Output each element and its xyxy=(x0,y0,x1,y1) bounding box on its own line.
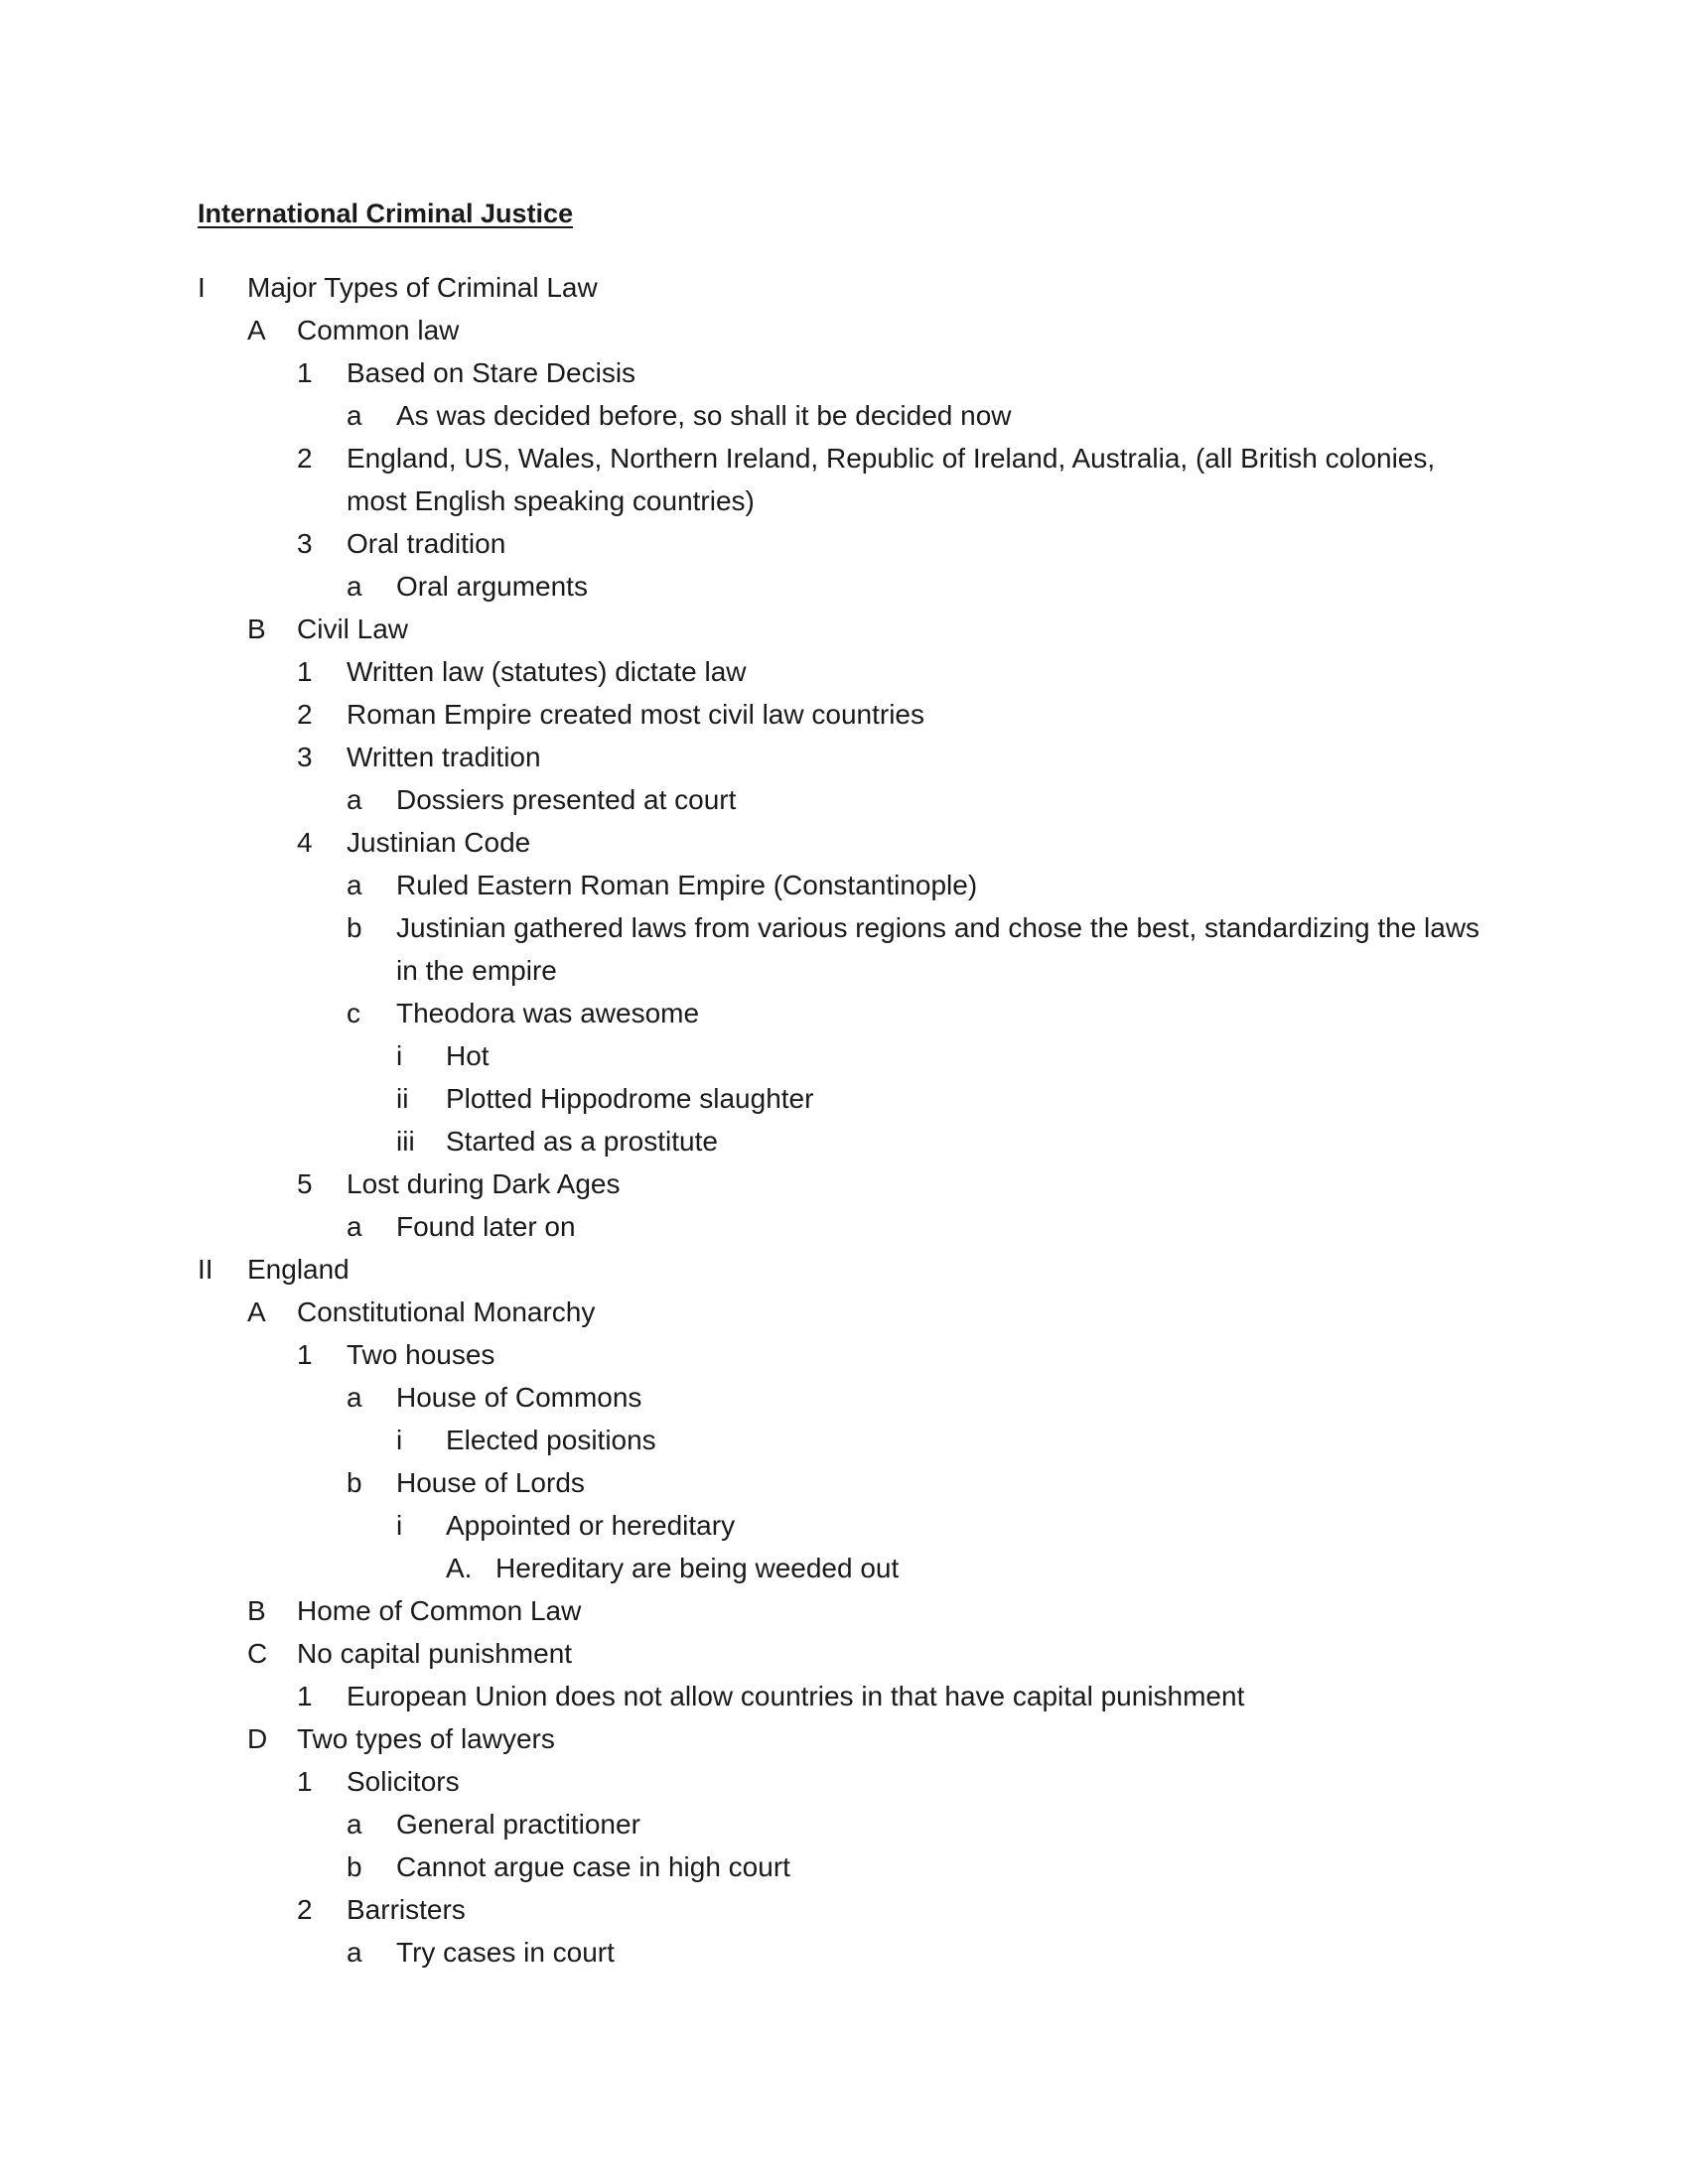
outline-text: Two types of lawyers xyxy=(297,1723,555,1754)
outline-text: Civil Law xyxy=(297,614,409,644)
outline-marker: 2 xyxy=(297,443,313,474)
outline-text: Based on Stare Decisis xyxy=(347,357,636,388)
outline-text: Elected positions xyxy=(446,1425,656,1455)
outline-marker: D xyxy=(247,1723,268,1754)
outline-text: Ruled Eastern Roman Empire (Constantinople) xyxy=(396,870,978,900)
outline-item xyxy=(0,1504,1688,1547)
outline-item xyxy=(0,1077,1688,1120)
outline-marker: a xyxy=(347,1937,362,1968)
outline-text: Justinian gathered laws from various regions and chose the best, standardizing the laws in the empire xyxy=(396,912,1480,986)
outline-marker: 3 xyxy=(297,742,313,772)
outline-item xyxy=(0,906,1688,992)
outline-text: European Union does not allow countries in that have capital punishment xyxy=(347,1681,1245,1711)
outline-text: Constitutional Monarchy xyxy=(297,1297,596,1327)
outline-marker: 1 xyxy=(297,656,313,687)
outline-item xyxy=(0,1376,1688,1419)
outline-item xyxy=(0,1717,1688,1760)
outline-text: Started as a prostitute xyxy=(446,1126,718,1157)
outline-text: General practitioner xyxy=(396,1809,640,1840)
outline-marker: A xyxy=(247,1297,266,1327)
outline-marker: 1 xyxy=(297,1766,313,1797)
outline-text: Theodora was awesome xyxy=(396,998,700,1028)
outline-text: Major Types of Criminal Law xyxy=(247,272,598,303)
outline-text: Cannot argue case in high court xyxy=(396,1851,790,1882)
outline-item xyxy=(0,821,1688,864)
outline-marker: iii xyxy=(396,1126,415,1157)
outline-text: No capital punishment xyxy=(297,1638,573,1669)
outline-text: Two houses xyxy=(347,1339,495,1370)
outline-item xyxy=(0,1589,1688,1632)
outline-item xyxy=(0,1931,1688,1974)
outline-item xyxy=(0,1888,1688,1931)
outline-text: Appointed or hereditary xyxy=(446,1510,736,1541)
outline-marker: C xyxy=(247,1638,268,1669)
outline-item xyxy=(0,992,1688,1034)
outline-item xyxy=(0,736,1688,778)
outline-marker: 1 xyxy=(297,1339,313,1370)
outline-item xyxy=(0,1461,1688,1504)
outline-marker: 2 xyxy=(297,699,313,730)
outline-marker: A xyxy=(247,315,266,345)
outline-item xyxy=(0,1632,1688,1675)
outline-item xyxy=(0,1845,1688,1888)
outline-text: Roman Empire created most civil law countries xyxy=(347,699,924,730)
outline-text: House of Commons xyxy=(396,1382,642,1413)
outline-marker: i xyxy=(396,1040,403,1071)
outline-item xyxy=(0,394,1688,437)
outline-item xyxy=(0,1034,1688,1077)
outline-item xyxy=(0,1248,1688,1291)
outline-item xyxy=(0,351,1688,394)
outline-item xyxy=(0,864,1688,906)
outline-marker: 4 xyxy=(297,827,313,858)
outline-item xyxy=(0,1419,1688,1461)
outline-item xyxy=(0,437,1688,522)
outline-marker: B xyxy=(247,1595,266,1626)
outline-text: Dossiers presented at court xyxy=(396,784,737,815)
outline-marker: B xyxy=(247,614,266,644)
outline-marker: 3 xyxy=(297,528,313,559)
outline-marker: 2 xyxy=(297,1894,313,1925)
outline-text: Oral tradition xyxy=(347,528,506,559)
outline-item xyxy=(0,1760,1688,1803)
outline-text: Justinian Code xyxy=(347,827,531,858)
outline-marker: a xyxy=(347,571,362,602)
outline-text: Found later on xyxy=(396,1211,576,1242)
outline-text: Barristers xyxy=(347,1894,466,1925)
outline-item xyxy=(0,1675,1688,1717)
outline-text: Hot xyxy=(446,1040,490,1071)
outline-marker: b xyxy=(347,1851,362,1882)
outline-text: England xyxy=(247,1254,350,1285)
outline-marker: b xyxy=(347,1467,362,1498)
outline-text: England, US, Wales, Northern Ireland, Republic of Ireland, Australia, (all British colonies, most English speaking countries) xyxy=(347,443,1436,516)
outline-marker: II xyxy=(198,1254,213,1285)
outline-item xyxy=(0,650,1688,693)
outline-item xyxy=(0,693,1688,736)
outline-marker: a xyxy=(347,784,362,815)
outline-marker: a xyxy=(347,1211,362,1242)
outline-item xyxy=(0,778,1688,821)
outline-item xyxy=(0,522,1688,565)
outline-marker: a xyxy=(347,1382,362,1413)
outline-marker: a xyxy=(347,1809,362,1840)
outline-text: Oral arguments xyxy=(396,571,588,602)
outline-item xyxy=(0,1803,1688,1845)
outline-marker: i xyxy=(396,1510,403,1541)
outline-text: Common law xyxy=(297,315,460,345)
outline-text: Written tradition xyxy=(347,742,541,772)
outline-item xyxy=(0,1547,1688,1589)
outline-marker: A. xyxy=(446,1553,473,1583)
outline-marker: 5 xyxy=(297,1168,313,1199)
outline-text: Solicitors xyxy=(347,1766,460,1797)
outline-marker: 1 xyxy=(297,1681,313,1711)
outline-marker: b xyxy=(347,912,362,943)
outline-item xyxy=(0,1205,1688,1248)
outline-text: Lost during Dark Ages xyxy=(347,1168,621,1199)
outline-marker: a xyxy=(347,870,362,900)
outline-text: House of Lords xyxy=(396,1467,585,1498)
outline-item xyxy=(0,608,1688,650)
outline-item xyxy=(0,1333,1688,1376)
outline-marker: 1 xyxy=(297,357,313,388)
outline-text: Written law (statutes) dictate law xyxy=(347,656,747,687)
outline-text: Hereditary are being weeded out xyxy=(495,1553,900,1583)
outline-marker: c xyxy=(347,998,360,1028)
outline-item xyxy=(0,309,1688,351)
outline-item xyxy=(0,1162,1688,1205)
outline-item xyxy=(0,565,1688,608)
outline-text: Plotted Hippodrome slaughter xyxy=(446,1083,814,1114)
outline-text: Try cases in court xyxy=(396,1937,615,1968)
outline-item xyxy=(0,1291,1688,1333)
outline-marker: i xyxy=(396,1425,403,1455)
outline-marker: I xyxy=(198,272,206,303)
outline-marker: a xyxy=(347,400,362,431)
outline-item xyxy=(0,266,1688,309)
outline-item xyxy=(0,1120,1688,1162)
outline-text: As was decided before, so shall it be decided now xyxy=(396,400,1012,431)
document-title: International Criminal Justice xyxy=(198,199,574,228)
outline-marker: ii xyxy=(396,1083,409,1114)
outline-text: Home of Common Law xyxy=(297,1595,582,1626)
